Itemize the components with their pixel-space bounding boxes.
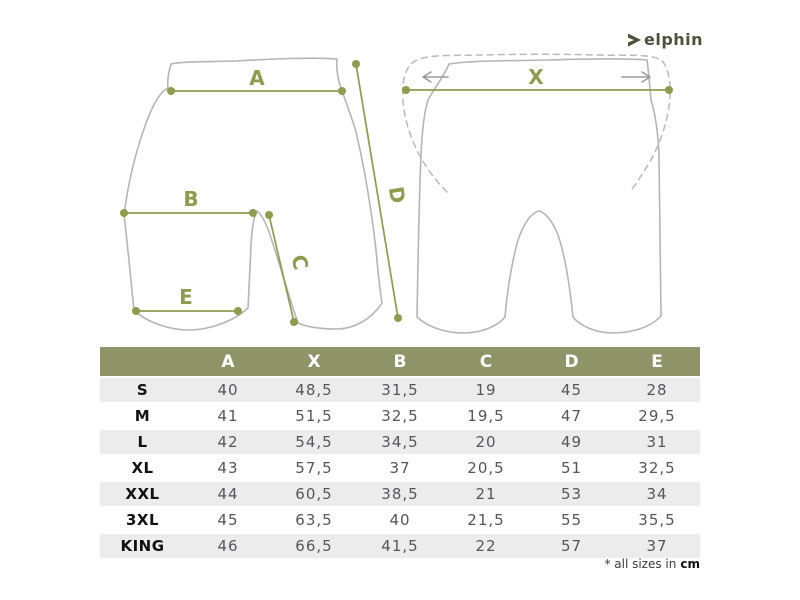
- size-value-e: 37: [646, 537, 668, 555]
- stretch-arrow-right-icon: [622, 72, 650, 82]
- size-label: L: [137, 433, 148, 451]
- size-row-m: [100, 404, 700, 428]
- size-value-c: 22: [475, 537, 497, 555]
- size-value-d: 47: [560, 407, 583, 425]
- col-header-a: A: [185, 347, 271, 376]
- size-value-b: 40: [389, 511, 411, 529]
- size-label: S: [136, 381, 149, 399]
- size-value-d: 55: [560, 511, 583, 529]
- delphin-logo-text: elphin: [644, 30, 704, 49]
- measure-label-a: A: [249, 66, 265, 90]
- size-row-king: [100, 534, 700, 558]
- measure-label-b: B: [183, 187, 199, 211]
- size-value-d: 49: [560, 433, 583, 451]
- size-table: [100, 345, 700, 560]
- size-value-d: 45: [560, 381, 583, 399]
- shorts-front-outline: [124, 58, 382, 330]
- units-footnote-unit: cm: [680, 557, 700, 571]
- size-row-l: [100, 430, 700, 454]
- measure-label-x: X: [528, 65, 544, 89]
- size-label: XXL: [125, 485, 160, 503]
- size-value-b: 31,5: [381, 381, 419, 399]
- col-header-d: D: [529, 347, 614, 376]
- size-value-a: 43: [217, 459, 239, 477]
- size-value-a: 41: [217, 407, 239, 425]
- size-value-x: 63,5: [295, 511, 333, 529]
- size-value-c: 21,5: [467, 511, 505, 529]
- measure-line-x: [402, 65, 673, 94]
- size-label: XL: [131, 459, 154, 477]
- size-row-s: [100, 378, 700, 402]
- size-value-x: 51,5: [295, 407, 333, 425]
- size-row-3xl: [100, 508, 700, 532]
- size-value-c: 19,5: [467, 407, 505, 425]
- units-footnote: [604, 557, 700, 571]
- col-header-e: E: [614, 347, 700, 376]
- size-value-x: 66,5: [295, 537, 333, 555]
- size-value-x: 48,5: [295, 381, 333, 399]
- delphin-logo-mark-icon: [627, 32, 642, 48]
- size-value-e: 32,5: [638, 459, 676, 477]
- size-table-container: [100, 345, 700, 560]
- measure-label-c: C: [286, 252, 314, 273]
- units-footnote-text: * all sizes in: [604, 557, 677, 571]
- size-value-b: 37: [389, 459, 411, 477]
- measure-label-e: E: [179, 285, 193, 309]
- col-header-x: X: [271, 347, 357, 376]
- size-value-c: 21: [475, 485, 497, 503]
- col-header-b: B: [357, 347, 443, 376]
- size-value-d: 57: [560, 537, 583, 555]
- size-value-b: 41,5: [381, 537, 419, 555]
- size-value-x: 57,5: [295, 459, 333, 477]
- size-row-xxl: [100, 482, 700, 506]
- size-row-xl: [100, 456, 700, 480]
- size-value-b: 34,5: [381, 433, 419, 451]
- size-value-c: 19: [475, 381, 497, 399]
- size-value-b: 32,5: [381, 407, 419, 425]
- size-value-x: 60,5: [295, 485, 333, 503]
- size-value-c: 20: [475, 433, 497, 451]
- delphin-logo: [627, 30, 703, 50]
- size-value-a: 42: [217, 433, 239, 451]
- size-value-c: 20,5: [467, 459, 505, 477]
- measure-line-c: [265, 211, 313, 326]
- shorts-back-outline: [417, 59, 661, 333]
- measure-label-d: D: [383, 184, 411, 205]
- size-value-e: 29,5: [638, 407, 676, 425]
- size-value-b: 38,5: [381, 485, 419, 503]
- size-value-x: 54,5: [295, 433, 333, 451]
- size-table-header-row: [100, 347, 700, 376]
- size-value-a: 40: [217, 381, 239, 399]
- size-label: KING: [120, 537, 165, 555]
- size-value-e: 31: [646, 433, 668, 451]
- size-value-d: 53: [560, 485, 583, 503]
- size-value-a: 44: [217, 485, 239, 503]
- size-value-e: 34: [646, 485, 668, 503]
- measure-line-b: [120, 187, 257, 217]
- size-label: 3XL: [125, 511, 160, 529]
- size-value-e: 35,5: [638, 511, 676, 529]
- measure-line-e: [132, 285, 242, 315]
- measure-line-d: [352, 60, 410, 322]
- measure-line-a: [167, 66, 346, 95]
- size-value-e: 28: [646, 381, 668, 399]
- col-header-blank: [100, 347, 185, 376]
- size-label: M: [134, 407, 151, 425]
- col-header-c: C: [443, 347, 529, 376]
- size-value-a: 46: [217, 537, 239, 555]
- size-value-a: 45: [217, 511, 239, 529]
- size-value-d: 51: [560, 459, 583, 477]
